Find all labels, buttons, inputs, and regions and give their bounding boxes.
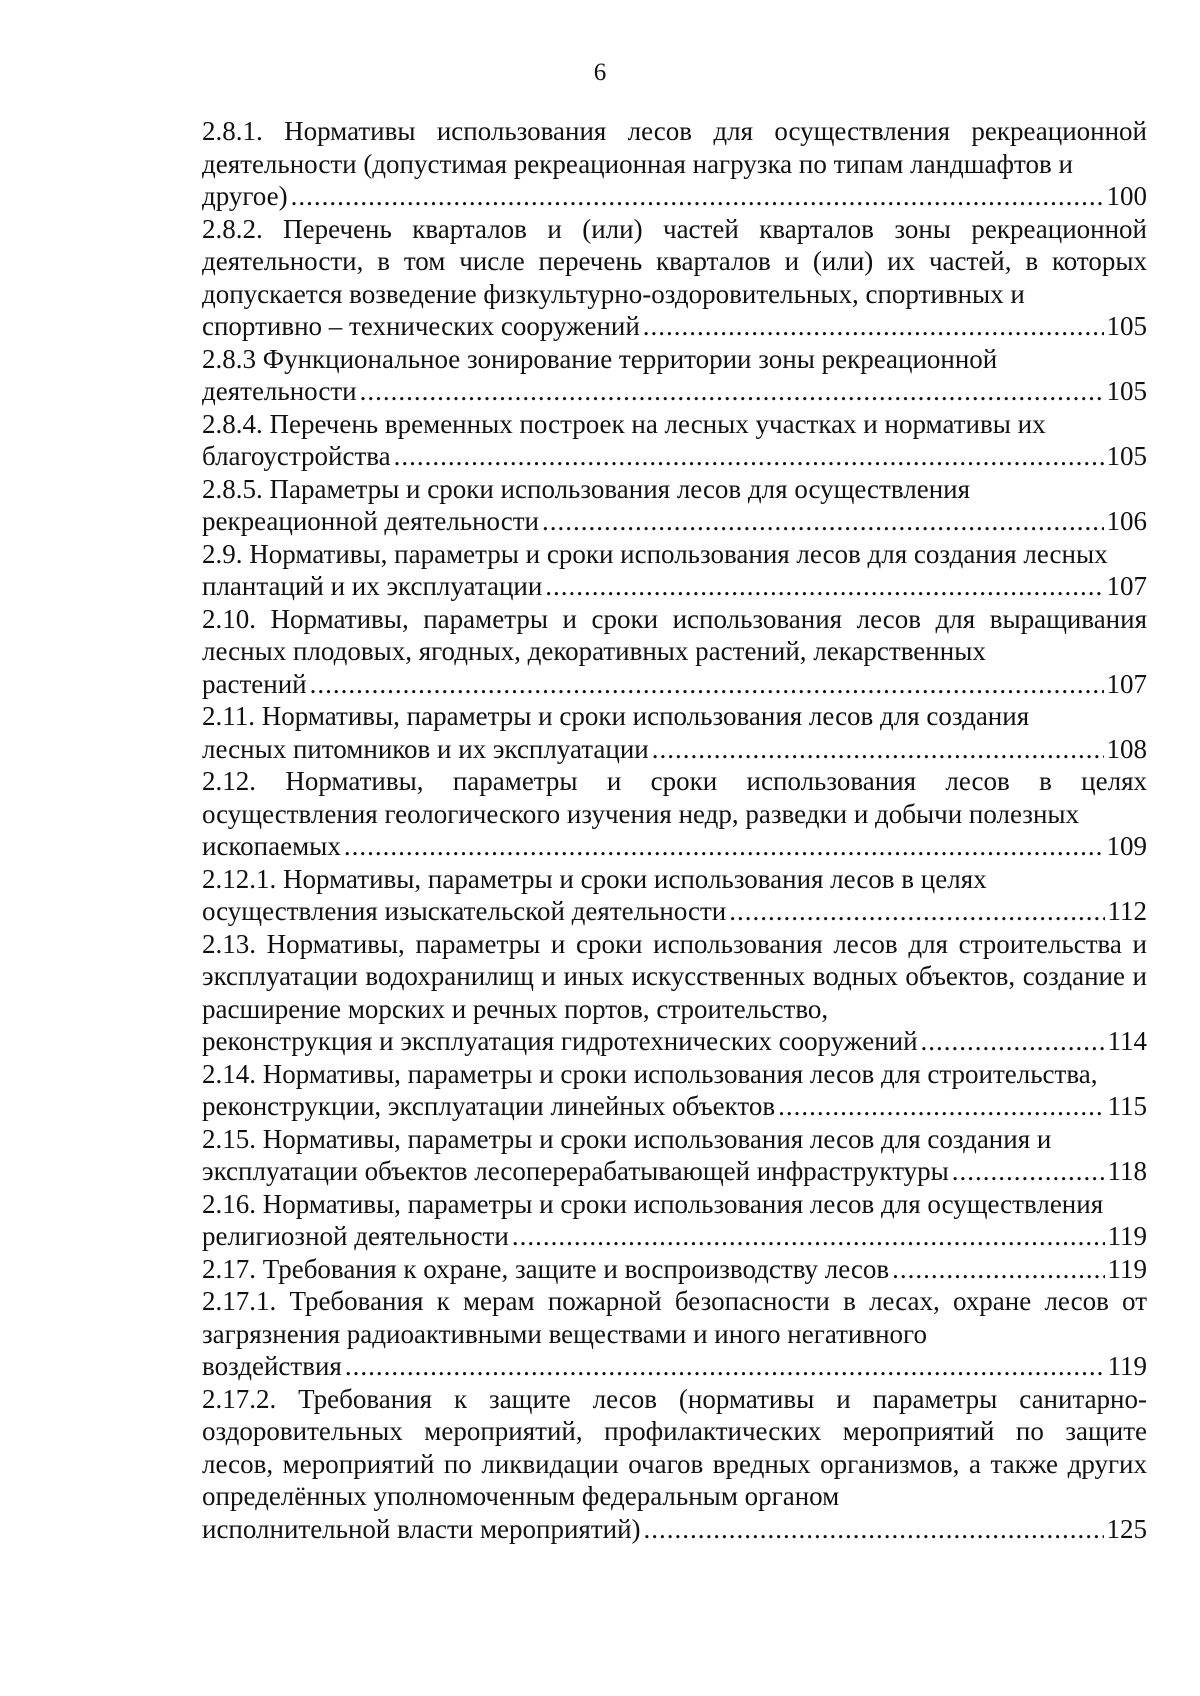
- toc-entry-2-14[interactable]: [202, 1058, 1147, 1123]
- toc-entry-text: 2.9. Нормативы, параметры и сроки использования лесов для создания лесных: [202, 538, 1108, 569]
- toc-entry-last-line: 2.17. Требования к охране, защите и воспроизводству лесов: [202, 1253, 890, 1284]
- toc-entry-text: 2.8.5. Параметры и сроки использования лесов для осуществления: [202, 473, 971, 504]
- toc-entry-text: 2.12. Нормативы, параметры и сроки использования лесов в целях осуществления геологического изучения недр, разведки и добычи полезных: [202, 766, 1147, 829]
- toc-entry-lastline: [202, 570, 1147, 603]
- toc-entry-lastline: [202, 895, 1147, 928]
- toc-entry-last-line: благоустройства: [202, 441, 391, 471]
- toc-entry-lastline: [202, 440, 1147, 473]
- table-of-contents: [202, 115, 1147, 1545]
- toc-entry-lastline: [202, 180, 1147, 213]
- toc-page-number: 107: [1106, 668, 1147, 699]
- dot-leader: [778, 1090, 1104, 1123]
- toc-entry-text: 2.8.1. Нормативы использования лесов для осуществления рекреационной деятельности (допустимая рекреационная нагрузка по типам ландшафтов и: [202, 116, 1147, 179]
- toc-entry-text: 2.12.1. Нормативы, параметры и сроки использования лесов в целях: [202, 863, 987, 894]
- toc-entry-lastline: [202, 1253, 1147, 1286]
- toc-entry-2-17-2[interactable]: [202, 1383, 1147, 1546]
- toc-entry-2-8-1[interactable]: [202, 115, 1147, 213]
- toc-entry-2-16[interactable]: [202, 1188, 1147, 1253]
- toc-entry-2-13[interactable]: [202, 928, 1147, 1058]
- toc-entry-2-17[interactable]: [202, 1253, 1147, 1286]
- toc-entry-lastline: [202, 1220, 1147, 1253]
- toc-entry-lastline: [202, 505, 1147, 538]
- toc-page-number: 109: [1106, 831, 1147, 861]
- toc-page-number: 105: [1106, 376, 1147, 406]
- dot-leader: [512, 1220, 1105, 1253]
- toc-page-number: 125: [1106, 1513, 1147, 1544]
- toc-entry-2-12-1[interactable]: [202, 863, 1147, 928]
- dot-leader: [644, 1513, 1104, 1546]
- dot-leader: [394, 440, 1104, 473]
- toc-entry-lastline: [202, 668, 1147, 701]
- toc-page-number: 112: [1107, 896, 1147, 926]
- dot-leader: [344, 830, 1104, 863]
- toc-entry-last-line: ископаемых: [202, 831, 341, 861]
- toc-entry-last-line: спортивно – технических сооружений: [202, 311, 640, 341]
- toc-page-number: 105: [1106, 311, 1147, 341]
- dot-leader: [643, 310, 1104, 343]
- toc-entry-text: 2.10. Нормативы, параметры и сроки использования лесов для выращивания лесных плодовых, ягодных, декоративных растений, лекарственных: [202, 603, 1147, 666]
- toc-entry-text: 2.17.2. Требования к защите лесов (нормативы и параметры санитарно-оздоровительных мероприятий, профилактических мероприятий по защите лесов, мероприятий по ликвидации очагов вредных организмов, а также других определённых уполномоченным федеральным органом: [202, 1383, 1147, 1511]
- toc-entry-lastline: [202, 830, 1147, 863]
- dot-leader: [652, 733, 1104, 766]
- toc-entry-2-10[interactable]: [202, 603, 1147, 701]
- toc-page-number: 114: [1107, 1026, 1147, 1056]
- toc-entry-lastline: [202, 1513, 1147, 1546]
- dot-leader: [310, 668, 1104, 701]
- toc-entry-last-line: реконструкция и эксплуатация гидротехнических сооружений: [202, 1026, 918, 1056]
- dot-leader: [345, 1350, 1105, 1383]
- toc-entry-2-8-5[interactable]: [202, 473, 1147, 538]
- dot-leader: [952, 1155, 1105, 1188]
- dot-leader: [729, 895, 1104, 928]
- toc-entry-last-line: реконструкции, эксплуатации линейных объектов: [202, 1091, 776, 1121]
- toc-page-number: 108: [1106, 733, 1147, 764]
- toc-entry-lastline: [202, 1350, 1147, 1383]
- toc-entry-lastline: [202, 1155, 1147, 1188]
- toc-entry-last-line: осуществления изыскательской деятельности: [202, 896, 727, 926]
- toc-page-number: 115: [1107, 1091, 1147, 1121]
- toc-entry-text: 2.17.1. Требования к мерам пожарной безопасности в лесах, охране лесов от загрязнения радиоактивными веществами и иного негативного: [202, 1286, 1147, 1349]
- dot-leader: [921, 1025, 1105, 1058]
- toc-entry-text: 2.8.4. Перечень временных построек на лесных участках и нормативы их: [202, 408, 1046, 439]
- toc-page-number: 107: [1106, 571, 1147, 601]
- toc-entry-text: 2.13. Нормативы, параметры и сроки использования лесов для строительства и эксплуатации водохранилищ и иных искусственных водных объектов, создание и расширение морских и речных портов, строительство,: [202, 928, 1147, 1024]
- toc-page-number: 119: [1107, 1221, 1147, 1251]
- toc-entry-text: 2.8.3 Функциональное зонирование территории зоны рекреационной: [202, 343, 998, 374]
- dot-leader: [291, 180, 1104, 213]
- dot-leader: [542, 505, 1104, 538]
- toc-page-number: 100: [1106, 181, 1147, 211]
- toc-entry-last-line: деятельности: [202, 376, 357, 406]
- toc-entry-2-8-3[interactable]: [202, 343, 1147, 408]
- toc-entry-lastline: [202, 1025, 1147, 1058]
- toc-entry-last-line: другое): [202, 181, 288, 211]
- toc-entry-last-line: религиозной деятельности: [202, 1221, 509, 1251]
- toc-entry-lastline: [202, 375, 1147, 408]
- toc-page-number: 119: [1107, 1253, 1147, 1284]
- toc-entry-2-9[interactable]: [202, 538, 1147, 603]
- toc-page-number: 119: [1107, 1351, 1147, 1381]
- toc-entry-last-line: рекреационной деятельности: [202, 506, 539, 536]
- page-number: 6: [593, 59, 607, 86]
- toc-entry-text: 2.16. Нормативы, параметры и сроки использования лесов для осуществления: [202, 1188, 1104, 1219]
- toc-entry-2-15[interactable]: [202, 1123, 1147, 1188]
- toc-entry-text: 2.11. Нормативы, параметры и сроки использования лесов для создания: [202, 701, 1030, 731]
- toc-entry-2-11[interactable]: [202, 700, 1147, 765]
- toc-entry-last-line: воздействия: [202, 1351, 342, 1381]
- toc-entry-lastline: [202, 733, 1147, 766]
- toc-entry-2-8-2[interactable]: [202, 213, 1147, 343]
- toc-entry-2-17-1[interactable]: [202, 1285, 1147, 1383]
- dot-leader: [360, 375, 1104, 408]
- toc-entry-text: 2.8.2. Перечень кварталов и (или) частей кварталов зоны рекреационной деятельности, в том числе перечень кварталов и (или) их частей, в которых допускается возведение физкультурно-оздоровительных, спортивных и: [202, 213, 1147, 309]
- toc-entry-last-line: эксплуатации объектов лесоперерабатывающей инфраструктуры: [202, 1156, 949, 1186]
- toc-entry-last-line: растений: [202, 668, 307, 699]
- toc-page-number: 106: [1106, 506, 1147, 536]
- toc-page-number: 118: [1107, 1156, 1147, 1186]
- toc-entry-lastline: [202, 1090, 1147, 1123]
- toc-entry-2-8-4[interactable]: [202, 408, 1147, 473]
- toc-page-number: 105: [1106, 441, 1147, 471]
- toc-entry-lastline: [202, 310, 1147, 343]
- toc-entry-2-12[interactable]: [202, 765, 1147, 863]
- toc-entry-text: 2.15. Нормативы, параметры и сроки использования лесов для создания и: [202, 1123, 1052, 1154]
- toc-entry-last-line: лесных питомников и их эксплуатации: [202, 733, 649, 764]
- dot-leader: [892, 1253, 1104, 1286]
- dot-leader: [545, 570, 1103, 603]
- toc-entry-text: 2.14. Нормативы, параметры и сроки использования лесов для строительства,: [202, 1058, 1098, 1089]
- toc-entry-last-line: плантаций и их эксплуатации: [202, 571, 543, 601]
- toc-entry-last-line: исполнительной власти мероприятий): [202, 1513, 641, 1544]
